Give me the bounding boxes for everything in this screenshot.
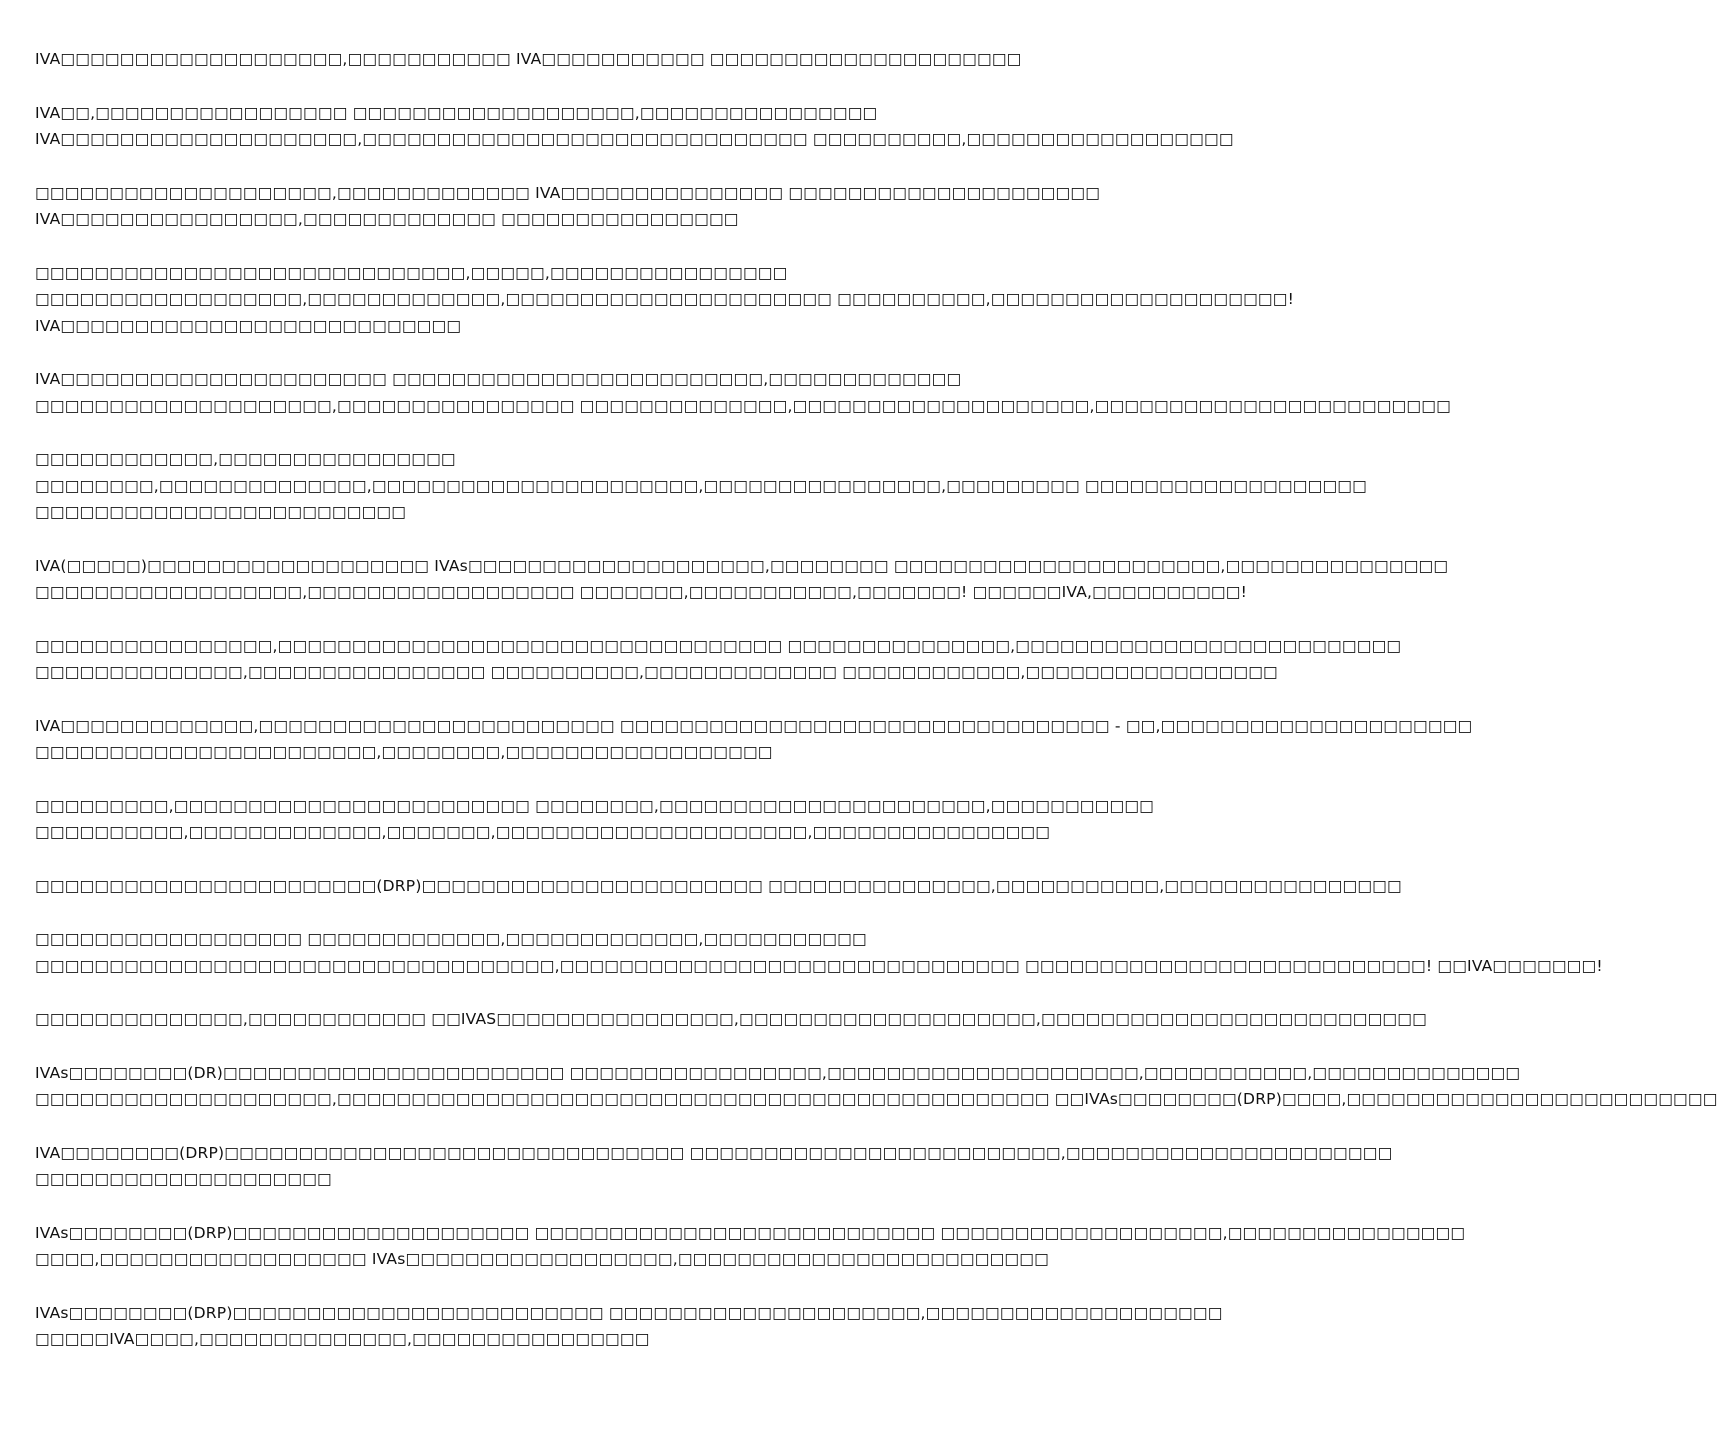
text-line: □□□□□□□□□□□□,□□□□□□□□□□□□□□□□ <box>35 450 456 468</box>
text-line: IVA□□,□□□□□□□□□□□□□□□□□ □□□□□□□□□□□□□□□□□□□,□□□□□□□□□□□□□□□□ <box>35 103 878 122</box>
text-line: □□□□□□□□□□□□□□□□□□□□ <box>35 1170 332 1188</box>
paragraph <box>35 873 1402 900</box>
text-line: IVAs□□□□□□□□(DR)□□□□□□□□□□□□□□□□□□□□□□□ □□□□□□□□□□□□□□□□□,□□□□□□□□□□□□□□□□□□□□□,□□□□□□□□□□□,□□□□□□□□□□□□□□ <box>35 1063 1521 1082</box>
text-line: IVA□□□□□□□□□□□□□,□□□□□□□□□□□□□□□□□□□□□□□□ □□□□□□□□□□□□□□□□□□□□□□□□□□□□□□□□□ - □□,□□□□□□□□□□□□□□□□□□□□□ <box>35 716 1473 735</box>
paragraph <box>35 180 1101 233</box>
text-line: □□□□□□□□□□□□□□□□□□□□□□□,□□□□□□□□,□□□□□□□□□□□□□□□□□□ <box>35 743 773 761</box>
text-line: □□□□□□□□□□□□□□□□□□□□,□□□□□□□□□□□□□□□□□□□□□□□□□□□□□□□□□□□□□□□□□□□□□□□□ □□IVAs□□□□□□□□(DRP)□□□□,□□□□□□□□□□□□□□□□□□□□□□□□□ <box>35 1090 1718 1108</box>
text-line: □□□□□□□□□□,□□□□□□□□□□□□□,□□□□□□□,□□□□□□□□□□□□□□□□□□□□□,□□□□□□□□□□□□□□□□ <box>35 823 1051 841</box>
paragraph <box>35 1140 1393 1193</box>
text-line: □□□□,□□□□□□□□□□□□□□□□□□ IVAs□□□□□□□□□□□□□□□□□□,□□□□□□□□□□□□□□□□□□□□□□□□□ <box>35 1250 1049 1268</box>
paragraph <box>35 46 1022 73</box>
paragraph <box>35 793 1155 846</box>
text-line: IVAs□□□□□□□□(DRP)□□□□□□□□□□□□□□□□□□□□ □□□□□□□□□□□□□□□□□□□□□□□□□□□ □□□□□□□□□□□□□□□□□□□,□□□□□□□□□□□□□□□□ <box>35 1223 1466 1242</box>
text-line: □□□□□□□□,□□□□□□□□□□□□□□,□□□□□□□□□□□□□□□□□□□□□□,□□□□□□□□□□□□□□□□,□□□□□□□□□ □□□□□□□□□□□□□□□□□□□ <box>35 476 1367 495</box>
text-line: □□□□□□□□□□□□□□□□□□,□□□□□□□□□□□□□□□□□□ □□□□□□□,□□□□□□□□□□□,□□□□□□□! □□□□□□IVA,□□□□□□□□□□! <box>35 583 1248 601</box>
text-line: IVA□□□□□□□□(DRP)□□□□□□□□□□□□□□□□□□□□□□□□□□□□□□□ □□□□□□□□□□□□□□□□□□□□□□□□□,□□□□□□□□□□□□□□□□□□□□□□ <box>35 1143 1393 1162</box>
paragraph <box>35 366 1451 419</box>
document-body <box>35 46 1718 1380</box>
text-line: IVA□□□□□□□□□□□□□□□□,□□□□□□□□□□□□□ □□□□□□□□□□□□□□□□ <box>35 210 739 228</box>
text-line: □□□□□□□□□,□□□□□□□□□□□□□□□□□□□□□□□□ □□□□□□□□,□□□□□□□□□□□□□□□□□□□□□□,□□□□□□□□□□□ <box>35 796 1155 815</box>
text-line: IVA□□□□□□□□□□□□□□□□□□□,□□□□□□□□□□□ IVA□□□□□□□□□□□ □□□□□□□□□□□□□□□□□□□□□ <box>35 50 1022 68</box>
text-line: □□□□□□□□□□□□□□□□,□□□□□□□□□□□□□□□□□□□□□□□□□□□□□□□□□□ □□□□□□□□□□□□□□□,□□□□□□□□□□□□□□□□□□□□□□□□□□ <box>35 636 1402 655</box>
paragraph <box>35 633 1402 686</box>
text-line: IVAs□□□□□□□□(DRP)□□□□□□□□□□□□□□□□□□□□□□□□□ □□□□□□□□□□□□□□□□□□□□□,□□□□□□□□□□□□□□□□□□□□ <box>35 1303 1223 1322</box>
text-line: □□□□□□□□□□□□□□,□□□□□□□□□□□□ □□IVAS□□□□□□□□□□□□□□□□,□□□□□□□□□□□□□□□□□□□□,□□□□□□□□□□□□□□□□□□□□□□□□□□ <box>35 1010 1427 1028</box>
paragraph <box>35 1300 1223 1353</box>
text-line: □□□□□□□□□□□□□□□□□□,□□□□□□□□□□□□□,□□□□□□□□□□□□□□□□□□□□□□ □□□□□□□□□□,□□□□□□□□□□□□□□□□□□□□! <box>35 290 1295 308</box>
text-line: □□□□□□□□□□□□□□□□□□□□□□□□□□□□□□□□□□□,□□□□□□□□□□□□□□□□□□□□□□□□□□□□□□□ □□□□□□□□□□□□□□□□□□□□□□□□□□□! □□IVA□□□□□□□! <box>35 956 1603 975</box>
text-line: □□□□□□□□□□□□□□□□□□□□,□□□□□□□□□□□□□ IVA□□□□□□□□□□□□□□□ □□□□□□□□□□□□□□□□□□□□□ <box>35 183 1101 202</box>
text-line: □□□□□IVA□□□□,□□□□□□□□□□□□□□,□□□□□□□□□□□□□□□□ <box>35 1330 650 1348</box>
text-line: □□□□□□□□□□□□□□□□□□□□□□□□□ <box>35 503 407 521</box>
text-line: □□□□□□□□□□□□□□,□□□□□□□□□□□□□□□□ □□□□□□□□□□,□□□□□□□□□□□□□ □□□□□□□□□□□□,□□□□□□□□□□□□□□□□□ <box>35 663 1278 681</box>
text-line: □□□□□□□□□□□□□□□□□□□□□□□(DRP)□□□□□□□□□□□□□□□□□□□□□□□ □□□□□□□□□□□□□□□,□□□□□□□□□□□,□□□□□□□□□□□□□□□□ <box>35 876 1402 895</box>
text-line: IVA(□□□□□)□□□□□□□□□□□□□□□□□□□ IVAs□□□□□□□□□□□□□□□□□□□□,□□□□□□□□ □□□□□□□□□□□□□□□□□□□□□□,□□□□□□□□□□□□□□□ <box>35 556 1449 575</box>
paragraph <box>35 553 1449 606</box>
text-line: IVA□□□□□□□□□□□□□□□□□□□□,□□□□□□□□□□□□□□□□□□□□□□□□□□□□□□ □□□□□□□□□□,□□□□□□□□□□□□□□□□□□ <box>35 130 1234 148</box>
text-line: IVA□□□□□□□□□□□□□□□□□□□□□□□□□□□ <box>35 316 462 335</box>
paragraph <box>35 260 1295 340</box>
paragraph <box>35 926 1603 979</box>
text-line: □□□□□□□□□□□□□□□□□□ □□□□□□□□□□□□□,□□□□□□□□□□□□□,□□□□□□□□□□□ <box>35 930 867 948</box>
paragraph <box>35 1006 1427 1033</box>
text-line: □□□□□□□□□□□□□□□□□□□□,□□□□□□□□□□□□□□□□ □□□□□□□□□□□□□□,□□□□□□□□□□□□□□□□□□□□,□□□□□□□□□□□□□□□□□□□□□□□□ <box>35 396 1451 415</box>
text-line: IVA□□□□□□□□□□□□□□□□□□□□□□ □□□□□□□□□□□□□□□□□□□□□□□□□,□□□□□□□□□□□□□ <box>35 370 962 388</box>
text-line: □□□□□□□□□□□□□□□□□□□□□□□□□□□□□,□□□□□,□□□□□□□□□□□□□□□□ <box>35 263 788 282</box>
paragraph <box>35 1060 1718 1113</box>
paragraph <box>35 713 1473 766</box>
paragraph <box>35 446 1367 526</box>
paragraph <box>35 100 1234 153</box>
paragraph <box>35 1220 1466 1273</box>
